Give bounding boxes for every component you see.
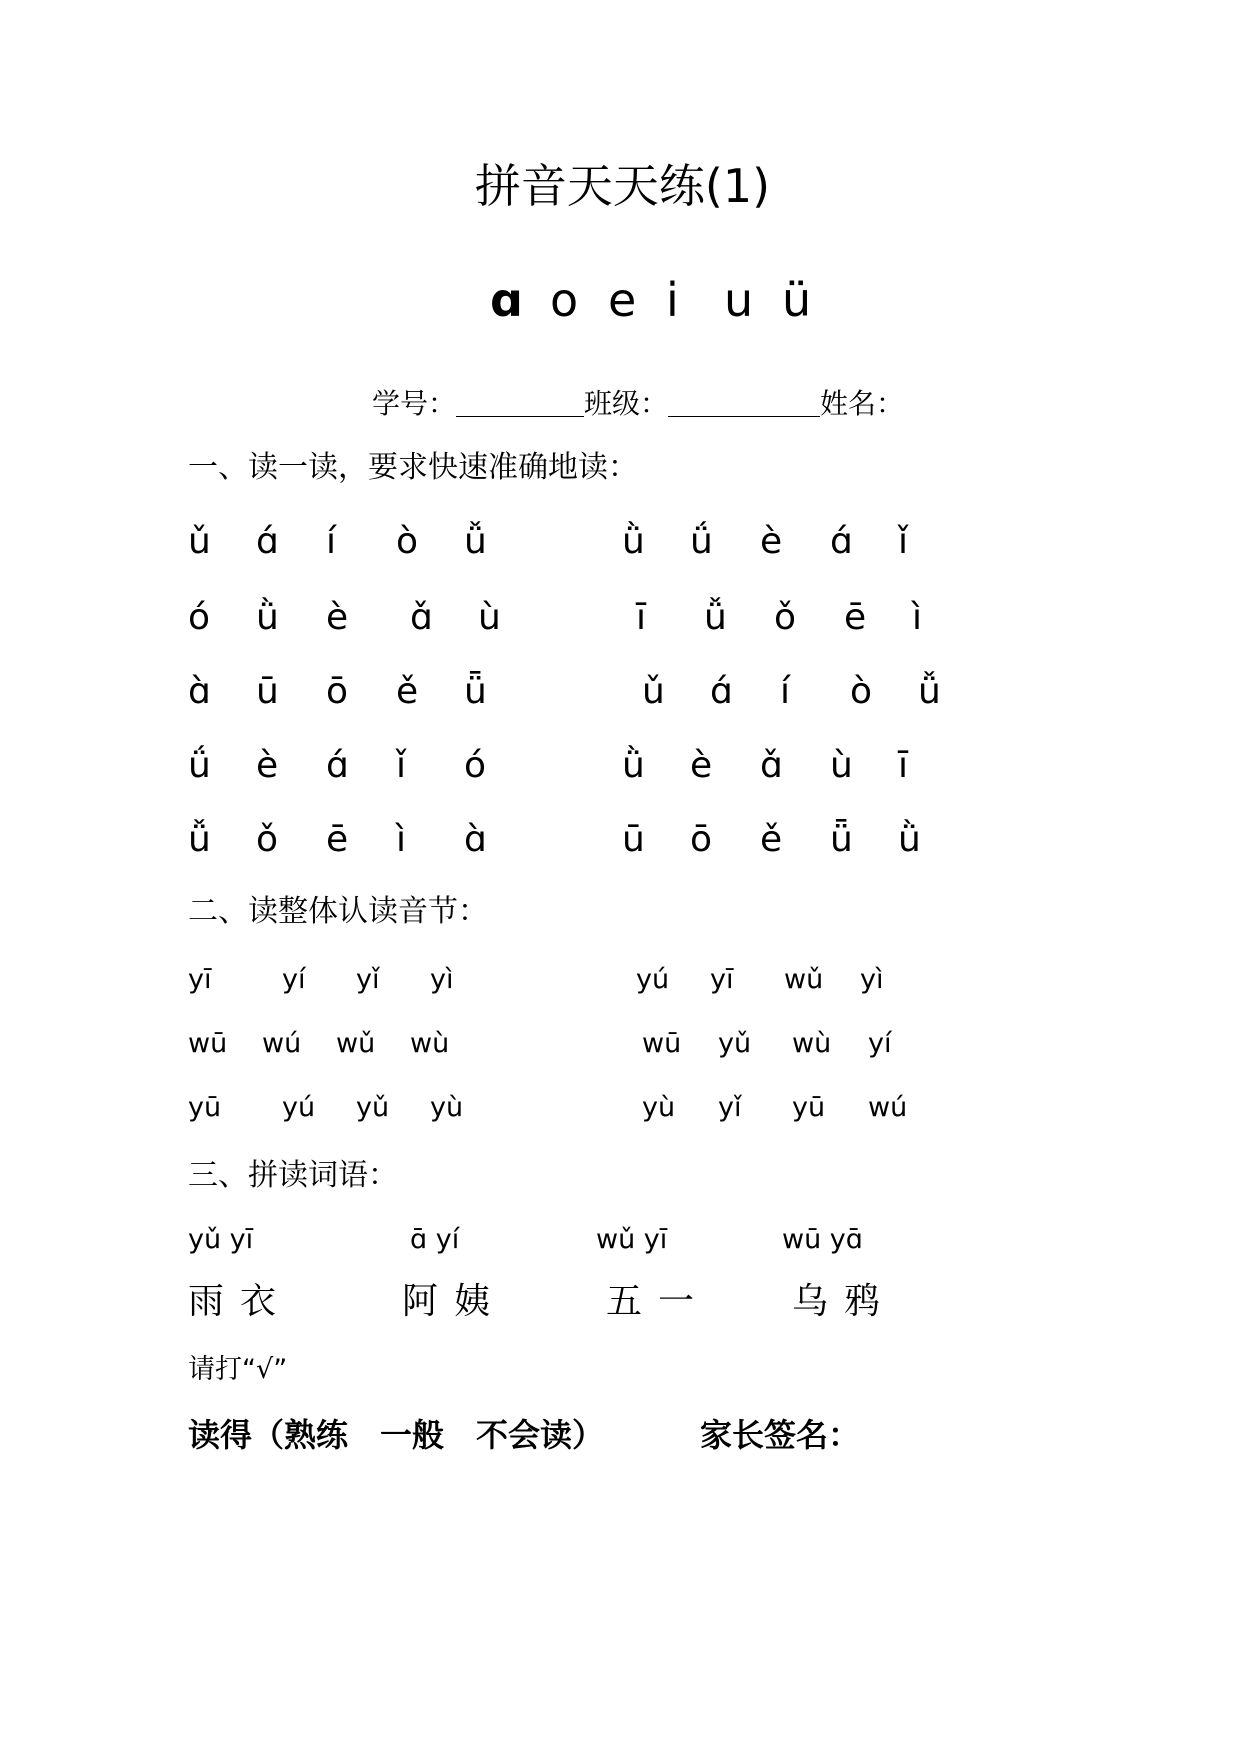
student-no-label: 学号： (372, 387, 457, 420)
tone-syllable: ǒ (256, 819, 279, 860)
tone-syllable: ī (898, 745, 909, 786)
whole-syllable: yī (188, 964, 212, 995)
tone-syllable: ū (256, 671, 279, 712)
whole-syllable: yì (860, 964, 884, 995)
tone-syllable: ù (478, 597, 501, 638)
whole-syllable: wǔ (336, 1028, 376, 1059)
tone-syllable: ù (830, 745, 853, 786)
tone-syllable: ó (464, 745, 487, 786)
word-pinyin: wū yɑ̄ (782, 1224, 863, 1255)
tone-syllable: ǖ (830, 819, 853, 860)
reading-assessment (188, 1414, 860, 1456)
student-no-field[interactable] (456, 392, 584, 417)
vowel-i: i (666, 273, 679, 327)
parent-sign-label: 家长签名： (700, 1416, 861, 1454)
class-field[interactable] (668, 392, 820, 417)
read-level-label: 读得（熟练 一般 不会读） (188, 1416, 605, 1454)
whole-syllable: yù (430, 1092, 464, 1123)
tone-syllable: ǜ (256, 597, 279, 638)
tone-syllable: ǔ (642, 671, 665, 712)
tone-syllable: ǘ (188, 745, 211, 786)
vowel-v: ü (782, 273, 812, 327)
section2-heading: 二、读整体认读音节： (188, 894, 488, 929)
tone-syllable: ō (690, 819, 713, 860)
tone-syllable: ǚ (464, 521, 487, 562)
tone-syllable: è (690, 745, 713, 786)
whole-syllable: yǐ (718, 1092, 742, 1123)
tone-syllable: ɑ̌ (760, 745, 783, 786)
vowel-e: e (608, 273, 637, 327)
tone-syllable: ì (912, 597, 923, 638)
tone-syllable: è (326, 597, 349, 638)
whole-syllable: yǐ (356, 964, 380, 995)
tone-syllable: ó (188, 597, 211, 638)
word-pinyin: ɑ̄ yí (410, 1224, 460, 1255)
whole-syllable: yǔ (356, 1092, 390, 1123)
check-instruction: 请打“√” (188, 1354, 288, 1385)
tone-syllable: ɑ́ (256, 521, 279, 562)
vowel-o: o (550, 273, 579, 327)
tone-syllable: ū (622, 819, 645, 860)
whole-syllable: yǔ (718, 1028, 752, 1059)
tone-syllable: í (780, 671, 791, 712)
student-info-line (372, 386, 904, 422)
vowel-u: u (724, 273, 754, 327)
tone-syllable: ī (636, 597, 647, 638)
whole-syllable: wǔ (784, 964, 824, 995)
tone-syllable: ē (844, 597, 867, 638)
tone-syllable: ò (850, 671, 873, 712)
tone-syllable: ɑ́ (326, 745, 349, 786)
tone-syllable: ǒ (774, 597, 797, 638)
whole-syllable: yú (636, 964, 670, 995)
tone-syllable: ǜ (622, 745, 645, 786)
whole-syllable: yú (282, 1092, 316, 1123)
tone-syllable: ɑ́ (710, 671, 733, 712)
whole-syllable: wū (188, 1028, 228, 1059)
tone-syllable: ē (326, 819, 349, 860)
tone-syllable: í (326, 521, 337, 562)
vowel-a: ɑ (490, 273, 523, 327)
word-hanzi: 阿姨 (402, 1281, 507, 1322)
class-label: 班级： (584, 387, 669, 420)
tone-syllable: ǔ (188, 521, 211, 562)
whole-syllable: wū (642, 1028, 682, 1059)
tone-syllable: ǖ (464, 671, 487, 712)
word-pinyin: yǔ yī (188, 1224, 254, 1255)
word-pinyin: wǔ yī (596, 1224, 668, 1255)
tone-syllable: ō (326, 671, 349, 712)
tone-syllable: ǘ (690, 521, 713, 562)
tone-syllable: ǜ (898, 819, 921, 860)
whole-syllable: yū (188, 1092, 222, 1123)
tone-syllable: è (760, 521, 783, 562)
tone-syllable: ǚ (188, 819, 211, 860)
tone-syllable: ě (760, 819, 783, 860)
tone-syllable: ɑ̌ (410, 597, 433, 638)
whole-syllable: wú (262, 1028, 302, 1059)
tone-syllable: ǚ (704, 597, 727, 638)
tone-syllable: ǐ (396, 745, 407, 786)
tone-syllable: ě (396, 671, 419, 712)
tone-syllable: ì (396, 819, 407, 860)
tone-syllable: ǐ (898, 521, 909, 562)
whole-syllable: yí (282, 964, 306, 995)
whole-syllable: yì (430, 964, 454, 995)
tone-syllable: ǚ (918, 671, 941, 712)
tone-syllable: ɑ̀ (464, 819, 487, 860)
tone-syllable: ɑ́ (830, 521, 853, 562)
word-hanzi: 雨衣 (188, 1281, 293, 1322)
whole-syllable: yí (868, 1028, 892, 1059)
whole-syllable: yī (710, 964, 734, 995)
tone-syllable: ɑ̀ (188, 671, 211, 712)
whole-syllable: yū (792, 1092, 826, 1123)
whole-syllable: yù (642, 1092, 676, 1123)
tone-syllable: ǜ (622, 521, 645, 562)
word-hanzi: 五一 (606, 1281, 711, 1322)
word-hanzi: 乌鸦 (792, 1281, 897, 1322)
page-title: 拼音天天练(1) (474, 159, 771, 213)
whole-syllable: wù (410, 1028, 450, 1059)
name-label: 姓名： (820, 387, 905, 420)
section3-heading: 三、拼读词语： (188, 1158, 398, 1193)
whole-syllable: wú (868, 1092, 908, 1123)
tone-syllable: è (256, 745, 279, 786)
vowel-row (490, 272, 822, 328)
tone-syllable: ò (396, 521, 419, 562)
whole-syllable: wù (792, 1028, 832, 1059)
section1-heading: 一、读一读，要求快速准确地读： (188, 450, 638, 485)
